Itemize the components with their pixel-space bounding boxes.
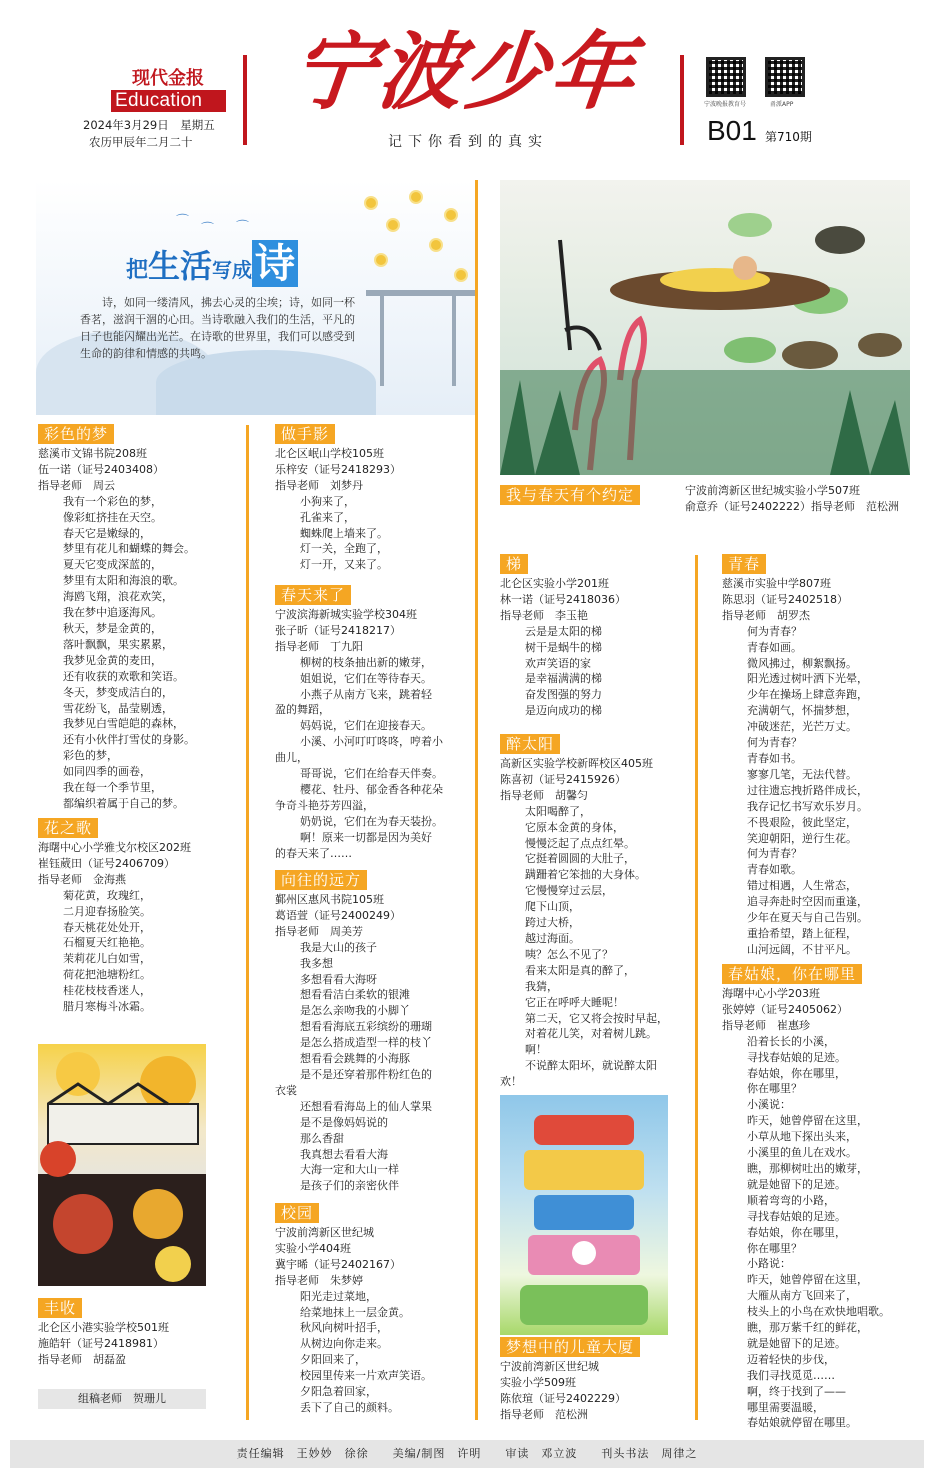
poem-line: 从树边向你走来。 — [300, 1337, 388, 1351]
poem-line: 灯一关，全跑了， — [300, 542, 388, 556]
article-qingchun — [722, 554, 868, 958]
poem-line: 我猜， — [525, 979, 558, 993]
article-huazhige — [38, 818, 191, 1015]
poem-line: 哥哥说，它们在给春天伴奏。 — [300, 767, 443, 781]
poem-line: 给菜地抹上一层金黄。 — [300, 1305, 410, 1319]
poem-line: 我存记忆书写欢乐岁月。 — [747, 799, 868, 813]
poem-body — [500, 804, 668, 1090]
poem-line: 丢下了自己的颜料。 — [300, 1400, 399, 1414]
poem-line: 欢声笑语的家 — [525, 656, 591, 670]
poem-body — [38, 494, 195, 812]
article-chuntian — [275, 585, 443, 862]
painting-pond-art — [500, 180, 910, 475]
poem-line: 孔雀来了， — [300, 510, 355, 524]
poem-line: 重拾希望，踏上征程， — [747, 926, 857, 940]
article-author: 伍一诺（证号2403408） — [38, 462, 164, 476]
painting-tower-art — [500, 1095, 668, 1335]
poem-line: 还有收获的欢歌和笑语。 — [63, 669, 184, 683]
poem-line: 不说醉太阳坏，就说醉太阳 — [525, 1059, 657, 1073]
poem-body — [275, 655, 443, 862]
poem-line: 顺着弯弯的小路， — [747, 1193, 835, 1207]
poem-line: 我在梦中追逐海风。 — [63, 606, 162, 620]
article-author: 陈依瑄（证号2402229） — [500, 1391, 626, 1405]
intro-panel — [36, 180, 476, 415]
poem-line: 对着花儿笑，对着树儿跳。 — [525, 1027, 657, 1041]
article-title: 校园 — [275, 1203, 319, 1223]
poem-line: 如同四季的画卷， — [63, 765, 151, 779]
article-school: 海曙中心小学203班 — [722, 987, 820, 1000]
article-teacher: 指导老师 胡罗杰 — [722, 608, 810, 622]
poem-line: 灯一开，又来了。 — [300, 558, 388, 572]
poem-line: 梦里有太阳和海浪的歌。 — [63, 574, 184, 588]
poem-line: 那么香甜 — [300, 1131, 344, 1145]
article-author: 林一诺（证号2418036） — [500, 592, 626, 606]
article-author: 陈思羽（证号2402518） — [722, 592, 848, 606]
article-yuanfang — [275, 870, 432, 1194]
article-ti — [500, 554, 626, 719]
masthead-divider-right — [680, 55, 684, 145]
qr-code-label: 宁波晚报教育号 — [704, 101, 747, 108]
article-author: 俞意乔（证号2402222）指导老师 范松洲 — [685, 500, 899, 513]
article-author: 张婷婷（证号2405062） — [722, 1002, 848, 1016]
editor-credit: 组稿老师 贺珊儿 — [38, 1389, 206, 1409]
poem-body — [500, 624, 626, 719]
poem-line: 瞧，那柳树吐出的嫩芽， — [747, 1161, 868, 1175]
poem-line: 石榴夏天红艳艳。 — [63, 936, 151, 950]
painting-pond-caption — [500, 485, 640, 507]
poem-line: 我梦见金黄的麦田， — [63, 653, 162, 667]
poem-line: 错过相遇，人生常态， — [747, 879, 857, 893]
article-school: 慈溪市文锦书院208班 — [38, 447, 147, 460]
poem-line: 小草从地下探出头来， — [747, 1130, 857, 1144]
poem-line: 想看看洁白柔软的银滩 — [300, 988, 410, 1002]
paper-name: 现代金报 — [132, 68, 204, 89]
poem-line: 还想看看海岛上的仙人掌果 — [300, 1099, 432, 1113]
pavilion-illustration — [366, 290, 476, 390]
article-title: 我与春天有个约定 — [500, 485, 640, 505]
article-author: 冀宇晞（证号2402167） — [275, 1257, 401, 1271]
poem-line: 姐姐说，它们在等待春天。 — [300, 671, 432, 685]
poem-line: 是不是像妈妈说的 — [300, 1115, 388, 1129]
poem-line: 微风拂过，柳絮飘扬。 — [747, 656, 857, 670]
qr-code-icon[interactable] — [765, 57, 805, 97]
poem-line: 啊！ — [525, 1043, 547, 1057]
poem-line: 啊！原来一切都是因为美好 — [300, 830, 432, 844]
article-author: 崔钰葳田（证号2406709） — [38, 856, 175, 870]
poem-line: 我在每一个季节里， — [63, 781, 162, 795]
article-author: 乐梓安（证号2418293） — [275, 462, 401, 476]
poem-line: 落叶飘飘，果实累累， — [63, 637, 173, 651]
poem-body — [722, 624, 868, 958]
poem-line: 欢！ — [500, 1075, 522, 1089]
poem-line: 是幸福满满的梯 — [525, 672, 602, 686]
poem-line: 雪花纷飞，晶莹剔透， — [63, 701, 173, 715]
poem-line: 春天它是嫩绿的， — [63, 526, 151, 540]
article-school: 北仑区岷山学校105班 — [275, 447, 384, 460]
poem-body — [275, 1289, 432, 1416]
article-title: 彩色的梦 — [38, 424, 114, 444]
poem-line: 校园里传来一片欢声笑语。 — [300, 1369, 432, 1383]
poem-line: 春姑娘，你在哪里， — [747, 1225, 846, 1239]
poem-line: 梦里有花儿和蝴蝶的舞会。 — [63, 542, 195, 556]
lunar-date: 农历甲辰年二月二十 — [89, 135, 193, 149]
poem-line: 沿着长长的小溪， — [747, 1034, 835, 1048]
poem-line: 充满朝气，怀揣梦想， — [747, 704, 857, 718]
poem-line: 青春如歌。 — [747, 863, 802, 877]
poem-line: 小溪里的鱼儿在戏水。 — [747, 1146, 857, 1160]
article-school: 北仑区实验小学201班 — [500, 577, 609, 590]
painting-tower[interactable] — [500, 1095, 668, 1335]
article-school: 宁波前湾新区世纪城 — [500, 1360, 599, 1373]
article-title: 梯 — [500, 554, 528, 574]
poem-line: 枝头上的小鸟在欢快地唱歌。 — [747, 1305, 890, 1319]
poem-line: 曲儿， — [275, 751, 308, 765]
article-teacher: 指导老师 刘梦丹 — [275, 478, 363, 492]
article-teacher: 指导老师 胡馨匀 — [500, 788, 588, 802]
masthead — [0, 0, 934, 160]
intro-title-part: 写成 — [212, 258, 253, 282]
poem-line: 腊月寒梅斗冰霜。 — [63, 1000, 151, 1014]
poem-line: 跨过大桥， — [525, 916, 580, 930]
article-title: 醉太阳 — [500, 734, 560, 754]
poem-line: 它慢慢穿过云层， — [525, 884, 613, 898]
article-teacher: 指导老师 金海燕 — [38, 872, 126, 886]
intro-text: 诗，如同一缕清风，拂去心灵的尘埃；诗，如同一杯香茗，滋润干涸的心田。当诗歌融入我们的生活，平凡的日子也能闪耀出光芒。在诗歌的世界里，我们可以感受到生命的韵律和情感的共鸣。 — [80, 296, 355, 360]
poem-line: 寥寥几笔，无法代替。 — [747, 767, 857, 781]
blossom-icon — [388, 220, 398, 230]
poem-line: 就是她留下的足迹。 — [747, 1336, 846, 1350]
article-xiaoyuan — [275, 1203, 432, 1416]
article-teacher: 指导老师 周美芳 — [275, 924, 363, 938]
poem-line: 秋风向树叶招手， — [300, 1321, 388, 1335]
article-school: 鄞州区惠风书院105班 — [275, 893, 384, 906]
poem-line: 你在哪里？ — [747, 1082, 802, 1096]
painting-tower-caption — [500, 1337, 640, 1423]
masthead-slogan: 记下你看到的真实 — [388, 134, 548, 150]
poem-line: 迈着轻快的步伐， — [747, 1352, 835, 1366]
poem-line: 小路说： — [747, 1257, 791, 1271]
qr-code-label: 甬派APP — [770, 101, 794, 108]
painting-pond-credit — [685, 483, 899, 515]
article-school: 实验小学404班 — [275, 1241, 351, 1255]
poem-line: 我是大山的孩子 — [300, 940, 377, 954]
poem-line: 菊花黄，玫瑰红， — [63, 888, 151, 902]
poem-line: 何为青春？ — [747, 736, 802, 750]
poem-line: 少年在操场上肆意奔跑， — [747, 688, 868, 702]
poem-line: 想看看海底五彩缤纷的珊瑚 — [300, 1020, 432, 1034]
article-teacher: 指导老师 李玉艳 — [500, 608, 588, 622]
poem-line: 是怎么亲吻我的小脚丫 — [300, 1004, 410, 1018]
poem-line: 大雁从南方飞回来了， — [747, 1289, 857, 1303]
poem-line: 冬天，梦变成洁白的， — [63, 685, 173, 699]
painting-harvest-art — [38, 1044, 206, 1286]
article-author: 葛语萱（证号2400249） — [275, 908, 401, 922]
section-label: Education — [111, 90, 226, 112]
poem-line: 咦？怎么不见了？ — [525, 947, 613, 961]
poem-line: 春姑娘就停留在哪里。 — [747, 1416, 857, 1430]
poem-line: 是怎么搭成造型一样的枝丫 — [300, 1036, 432, 1050]
poem-line: 奶奶说，它们在为春天装扮。 — [300, 814, 443, 828]
poem-line: 瞧，那万紫千红的鲜花， — [747, 1321, 868, 1335]
poem-line: 小燕子从南方飞来，跳着轻 — [300, 687, 432, 701]
poem-line: 它挺着圆圆的大肚子， — [525, 852, 635, 866]
poem-line: 想看看会跳舞的小海豚 — [300, 1052, 410, 1066]
poem-line: 妈妈说，它们在迎接春天。 — [300, 719, 432, 733]
poem-body — [38, 888, 191, 1015]
poem-line: 昨天，她曾停留在这里， — [747, 1114, 868, 1128]
poem-line: 蜘蛛爬上墙来了。 — [300, 526, 388, 540]
poem-line: 昨天，她曾停留在这里， — [747, 1273, 868, 1287]
poem-line: 第二天，它又将会按时早起， — [525, 1011, 668, 1025]
article-school: 高新区实验学校新晖校区405班 — [500, 757, 653, 770]
article-title: 花之歌 — [38, 818, 98, 838]
article-shoushouying — [275, 424, 401, 573]
article-school: 北仑区小港实验学校501班 — [38, 1321, 169, 1334]
article-teacher: 指导老师 朱梦婷 — [275, 1273, 363, 1287]
blossom-icon — [376, 255, 386, 265]
poem-line: 寻找春姑娘的足迹。 — [747, 1209, 846, 1223]
poem-body — [275, 940, 432, 1195]
article-chunguniang — [722, 964, 890, 1431]
article-teacher: 指导老师 崔惠珍 — [722, 1018, 810, 1032]
article-school: 宁波前湾新区世纪城 — [275, 1226, 374, 1239]
poem-line: 何为青春？ — [747, 847, 802, 861]
poem-line: 越过海面。 — [525, 931, 580, 945]
poem-line: 少年在夏天与自己告别。 — [747, 911, 868, 925]
poem-line: 你在哪里？ — [747, 1241, 802, 1255]
poem-line: 秋天，梦是金黄的， — [63, 621, 162, 635]
poem-line: 夏天它变成深蓝的， — [63, 558, 162, 572]
article-school: 实验小学509班 — [500, 1375, 576, 1389]
article-school: 慈溪市实验中学807班 — [722, 577, 831, 590]
bird-icon: ⌒ — [176, 214, 190, 229]
poem-line: 爬下山顶， — [525, 900, 580, 914]
poem-line: 茉莉花儿白如雪， — [63, 952, 151, 966]
intro-title-part: 生活 — [148, 247, 213, 285]
poem-line: 树干是蜗牛的梯 — [525, 640, 602, 654]
poem-line: 我梦见白雪皑皑的森林， — [63, 717, 184, 731]
poem-line: 它正在呼呼大睡呢！ — [525, 995, 624, 1009]
article-school: 海曙中心小学雅戈尔校区202班 — [38, 841, 191, 854]
article-title: 丰收 — [38, 1298, 82, 1318]
blossom-icon — [431, 240, 441, 250]
poem-line: 太阳喝醉了， — [525, 804, 591, 818]
poem-line: 小溪说： — [747, 1098, 791, 1112]
poem-line: 是迈向成功的梯 — [525, 704, 602, 718]
article-title: 春天来了 — [275, 585, 351, 605]
poem-line: 都编织着属于自己的梦。 — [63, 796, 184, 810]
article-teacher: 指导老师 胡磊盈 — [38, 1352, 126, 1366]
article-caise — [38, 424, 195, 812]
column-divider — [246, 425, 249, 1420]
poem-line: 冲破迷茫，光芒万丈。 — [747, 720, 857, 734]
poem-line: 追寻奔赴时空因而重逢， — [747, 895, 868, 909]
poem-line: 荷花把池塘粉红。 — [63, 968, 151, 982]
poem-line: 桂花枝枝香迷人， — [63, 984, 151, 998]
poem-line: 大海一定和大山一样 — [300, 1163, 399, 1177]
masthead-title: 宁波少年 — [286, 22, 642, 121]
article-title: 做手影 — [275, 424, 335, 444]
poem-line: 阳光透过树叶洒下光晕， — [747, 672, 868, 686]
footer-credits: 责任编辑 王妙妙 徐徐 美编/制图 许明 审读 邓立波 刊头书法 周律之 — [10, 1440, 924, 1468]
article-teacher: 指导老师 周云 — [38, 478, 115, 492]
poem-line: 青春如画。 — [747, 640, 802, 654]
poem-line: 夕阳回来了， — [300, 1353, 366, 1367]
bird-icon: ⌒ — [236, 220, 250, 235]
issue-number: 第710期 — [765, 130, 812, 144]
poem-line: 春天桃花处处开， — [63, 920, 151, 934]
article-zuitaiyang — [500, 734, 668, 1090]
poem-body — [275, 494, 401, 574]
article-author: 施皓轩（证号2418981） — [38, 1336, 164, 1350]
bird-icon: ⌒ — [201, 222, 215, 237]
article-teacher: 指导老师 丁九阳 — [275, 639, 363, 653]
page-number: B01 — [707, 115, 757, 146]
poem-line: 我真想去看看大海 — [300, 1147, 388, 1161]
poem-line: 青春如书。 — [747, 751, 802, 765]
poem-line: 何为青春？ — [747, 624, 802, 638]
poem-line: 就是她留下的足迹。 — [747, 1177, 846, 1191]
intro-title-part: 把 — [126, 257, 149, 283]
poem-line: 樱花、牡丹、郁金香各种花朵 — [300, 782, 443, 796]
article-author: 张子昕（证号2418217） — [275, 623, 401, 637]
poem-line: 云是是太阳的梯 — [525, 624, 602, 638]
poem-line: 海鸥飞翔，浪花欢笑， — [63, 590, 173, 604]
poem-line: 我们寻找觅觅…… — [747, 1368, 835, 1382]
article-title: 梦想中的儿童大厦 — [500, 1337, 640, 1357]
poem-line: 我多想 — [300, 956, 333, 970]
poem-line: 哪里需要温暖， — [747, 1400, 824, 1414]
article-author: 陈喜初（证号2415926） — [500, 772, 626, 786]
article-school: 宁波前湾新区世纪城实验小学507班 — [685, 484, 860, 497]
poem-line: 笑迎朝阳，逆行生花。 — [747, 831, 857, 845]
blossom-icon — [411, 192, 421, 202]
poem-line: 山河远阔，不甘平凡。 — [747, 942, 857, 956]
poem-line: 夕阳急着回家， — [300, 1385, 377, 1399]
publication-date: 2024年3月29日 星期五 — [83, 118, 215, 132]
poem-line: 二月迎春扬脸笑。 — [63, 904, 151, 918]
poem-line: 衣裳 — [275, 1083, 297, 1097]
article-title: 向往的远方 — [275, 870, 367, 890]
poem-line: 像彩虹挤挂在天空。 — [63, 510, 162, 524]
blossom-icon — [446, 210, 456, 220]
poem-line: 的春天来了…… — [275, 846, 352, 860]
poem-line: 寻找春姑娘的足迹。 — [747, 1050, 846, 1064]
poem-line: 盈的舞蹈， — [275, 703, 330, 717]
poem-line: 小溪、小河叮叮咚咚，哼着小 — [300, 735, 443, 749]
poem-line: 蹒跚着它笨拙的大身体。 — [525, 868, 646, 882]
poem-line: 不畏艰险，彼此坚定， — [747, 815, 857, 829]
poem-line: 是不是还穿着那件粉红色的 — [300, 1067, 432, 1081]
poem-line: 争奇斗艳芬芳四溢， — [275, 798, 374, 812]
poem-line: 柳树的枝条抽出新的嫩芽， — [300, 655, 432, 669]
poem-line: 春姑娘，你在哪里， — [747, 1066, 846, 1080]
poem-line: 还有小伙伴打雪仗的身影。 — [63, 733, 195, 747]
poem-line: 过往遗忘拽折路伴成长， — [747, 783, 868, 797]
poem-line: 它原本金黄的身体， — [525, 820, 624, 834]
intro-title — [126, 232, 298, 289]
painting-pond[interactable] — [500, 180, 910, 475]
article-title: 青春 — [722, 554, 766, 574]
article-teacher: 指导老师 范松洲 — [500, 1407, 588, 1421]
poem-body — [722, 1034, 890, 1432]
poem-line: 彩色的梦， — [63, 749, 118, 763]
poem-line: 奋发图强的努力 — [525, 688, 602, 702]
poem-line: 是孩子们的亲密伙伴 — [300, 1179, 399, 1193]
poem-line: 啊，终于找到了—— — [747, 1384, 846, 1398]
painting-harvest-caption — [38, 1298, 169, 1368]
poem-line: 多想看看大海呀 — [300, 972, 377, 986]
poem-line: 阳光走过菜地， — [300, 1289, 377, 1303]
blossom-icon — [366, 198, 376, 208]
poem-line: 慢慢泛起了点点红晕。 — [525, 836, 635, 850]
article-title: 春姑娘，你在哪里 — [722, 964, 862, 984]
painting-harvest[interactable] — [38, 1044, 206, 1286]
poem-line: 看来太阳是真的醉了， — [525, 963, 635, 977]
poem-line: 小狗来了， — [300, 494, 355, 508]
qr-code-icon[interactable] — [706, 57, 746, 97]
intro-title-highlight: 诗 — [252, 240, 298, 287]
column-divider — [695, 555, 698, 1420]
masthead-divider-left — [243, 55, 247, 145]
column-divider — [475, 180, 478, 1420]
blossom-icon — [456, 270, 466, 280]
poem-line: 我有一个彩色的梦， — [63, 494, 162, 508]
article-school: 宁波滨海新城实验学校304班 — [275, 608, 417, 621]
